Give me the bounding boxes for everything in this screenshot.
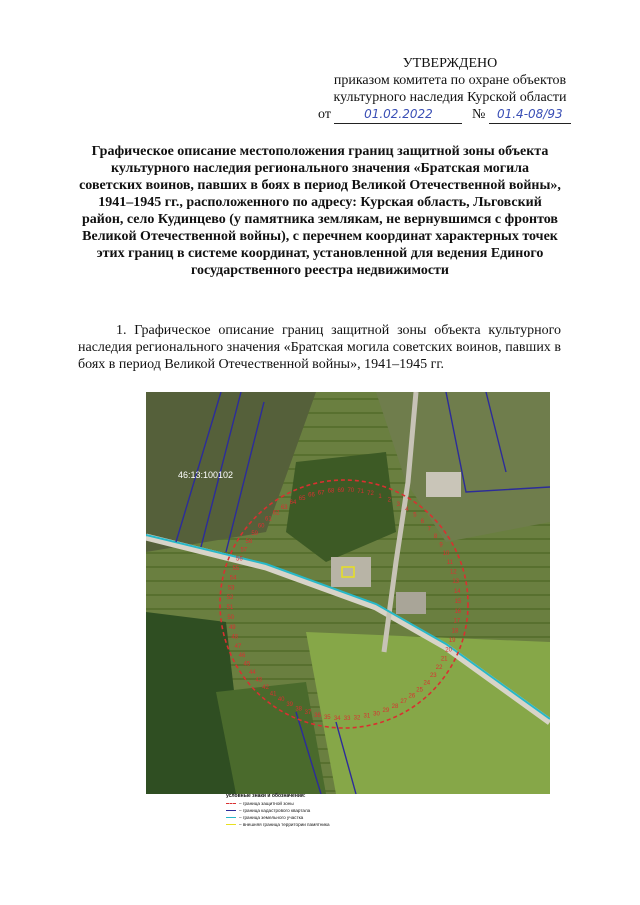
zone-point-label: 68 <box>327 488 335 495</box>
zone-point-label: 17 <box>453 618 461 625</box>
approval-title: УТВЕРЖДЕНО <box>402 56 498 71</box>
zone-point-label: 3 <box>396 501 400 508</box>
zone-point-label: 25 <box>416 687 423 694</box>
meadow-south <box>306 632 550 794</box>
zone-point-label: 38 <box>295 706 303 713</box>
approval-date-line <box>300 106 600 124</box>
zone-point-label: 20 <box>445 647 452 654</box>
zone-point-label: 13 <box>452 579 460 586</box>
legend-swatch-zone <box>226 803 236 804</box>
zone-point-label: 10 <box>442 551 450 557</box>
zone-point-label: 26 <box>408 693 416 700</box>
zone-point-label: 16 <box>454 608 462 615</box>
zone-point-label: 27 <box>400 699 408 706</box>
zone-point-label: 44 <box>249 669 256 676</box>
zone-point-label: 67 <box>317 490 325 497</box>
zone-point-label: 46 <box>238 653 246 659</box>
aerial-map <box>146 392 550 794</box>
zone-point-label: 14 <box>453 589 461 595</box>
approval-block <box>300 55 600 124</box>
zone-point-label: 18 <box>451 628 459 635</box>
zone-point-label: 70 <box>347 488 355 495</box>
zone-point-label: 36 <box>314 712 321 719</box>
approval-line-2: культурного наследия Курской области <box>333 90 567 105</box>
map-svg <box>146 392 550 794</box>
legend-item-plot <box>226 814 376 821</box>
zone-point-label: 59 <box>251 531 259 538</box>
zone-point-label: 64 <box>289 500 297 506</box>
zone-point-label: 53 <box>227 585 235 592</box>
zone-point-label: 8 <box>433 534 438 541</box>
zone-point-label: 1 <box>378 493 382 500</box>
zone-point-label: 50 <box>227 615 235 621</box>
legend-item-cadastral <box>226 807 376 814</box>
legend-item-zone <box>226 800 376 807</box>
legend-label-zone: – граница защитной зоны <box>239 801 294 806</box>
zone-point-label: 49 <box>228 624 236 631</box>
zone-point-label: 5 <box>413 512 417 519</box>
document-title: Графическое описание местоположения границ защитной зоны объекта культурного наследия регионального значения «Братская могила советских воинов, павших в боях в период Великой Отечественной войны», 1941–1945 гг., расположенного по адресу: Курская область, Льговский район, село Кудинцево (у памятника землякам, не вернувшимся с фронтов Великой Отечественной войны), с перечнем координат характерных точек этих границ в системе координат, установленной для ведения Единого государственного реестра недвижимости <box>79 144 561 278</box>
zone-point-label: 34 <box>333 715 341 722</box>
number-label: № <box>471 107 486 122</box>
section-1-paragraph <box>78 322 561 373</box>
legend-header: условные знаки и обозначения: <box>226 793 306 799</box>
zone-point-label: 9 <box>439 542 443 549</box>
cadastral-quarter-label: 46:13:100102 <box>178 470 234 480</box>
zone-point-label: 54 <box>229 575 237 582</box>
zone-point-label: 62 <box>272 510 280 517</box>
legend-swatch-territory <box>226 824 236 825</box>
zone-point-label: 72 <box>367 491 374 498</box>
zone-point-label: 32 <box>353 715 361 722</box>
zone-point-label: 21 <box>440 656 448 663</box>
section-1-text: Графическое описание границ защитной зоны объекта культурного наследия регионального значения «Братская могила советских воинов, павших в боях в период Великой Отечественной войны», 1941–1945 гг. <box>78 323 561 372</box>
zone-point-label: 57 <box>240 547 248 554</box>
zone-point-label: 61 <box>265 516 272 523</box>
zone-point-label: 63 <box>280 504 288 511</box>
zone-point-label: 7 <box>427 526 431 533</box>
zone-point-label: 43 <box>255 677 263 684</box>
zone-point-label: 65 <box>298 496 306 502</box>
zone-point-label: 51 <box>226 605 234 612</box>
zone-point-label: 23 <box>429 672 437 679</box>
zone-point-label: 6 <box>420 519 425 526</box>
zone-point-label: 56 <box>236 556 243 563</box>
zone-point-label: 31 <box>363 713 371 720</box>
zone-point-label: 47 <box>234 643 242 650</box>
zone-point-label: 15 <box>454 598 462 605</box>
zone-point-label: 66 <box>308 492 315 499</box>
building-3 <box>396 592 426 614</box>
zone-point-label: 58 <box>245 539 253 546</box>
zone-point-label: 29 <box>382 708 390 714</box>
legend-swatch-cadastral <box>226 810 236 811</box>
zone-point-label: 71 <box>357 489 365 496</box>
zone-point-label: 33 <box>343 716 351 722</box>
zone-point-label: 52 <box>226 595 234 602</box>
approval-number: 01.4-08/93 <box>489 106 571 124</box>
building-2 <box>426 472 461 497</box>
zone-point-label: 24 <box>423 680 431 687</box>
legend-label-plot: – граница земельного участка <box>239 815 304 820</box>
zone-point-label: 12 <box>449 569 457 576</box>
section-1-number: 1. <box>116 323 127 338</box>
zone-point-label: 2 <box>387 497 391 504</box>
zone-point-label: 39 <box>286 702 294 709</box>
legend-label-cadastral: – граница кадастрового квартала <box>239 808 311 813</box>
zone-point-label: 45 <box>243 661 251 668</box>
approval-line-1: приказом комитета по охране объектов <box>333 73 567 88</box>
zone-point-label: 11 <box>446 560 454 567</box>
zone-point-label: 48 <box>231 634 239 641</box>
zone-point-label: 4 <box>405 506 409 513</box>
zone-point-label: 42 <box>262 684 269 691</box>
zone-point-label: 60 <box>257 523 265 530</box>
zone-point-label: 41 <box>269 691 277 698</box>
zone-point-label: 30 <box>373 711 380 718</box>
zone-point-label: 37 <box>304 710 312 717</box>
legend-label-territory: – внешняя граница территории памятника <box>239 822 330 827</box>
zone-point-label: 40 <box>277 697 285 704</box>
map-legend <box>226 793 376 828</box>
from-label: от <box>318 107 331 122</box>
legend-swatch-plot <box>226 817 236 818</box>
zone-point-label: 55 <box>232 566 240 572</box>
zone-point-label: 69 <box>337 488 345 494</box>
zone-point-label: 22 <box>435 664 443 671</box>
zone-point-label: 35 <box>323 714 331 721</box>
zone-point-label: 28 <box>391 704 399 710</box>
approval-date: 01.02.2022 <box>334 106 462 124</box>
zone-point-label: 19 <box>448 638 456 644</box>
legend-item-territory <box>226 821 376 828</box>
building-1 <box>331 557 371 587</box>
